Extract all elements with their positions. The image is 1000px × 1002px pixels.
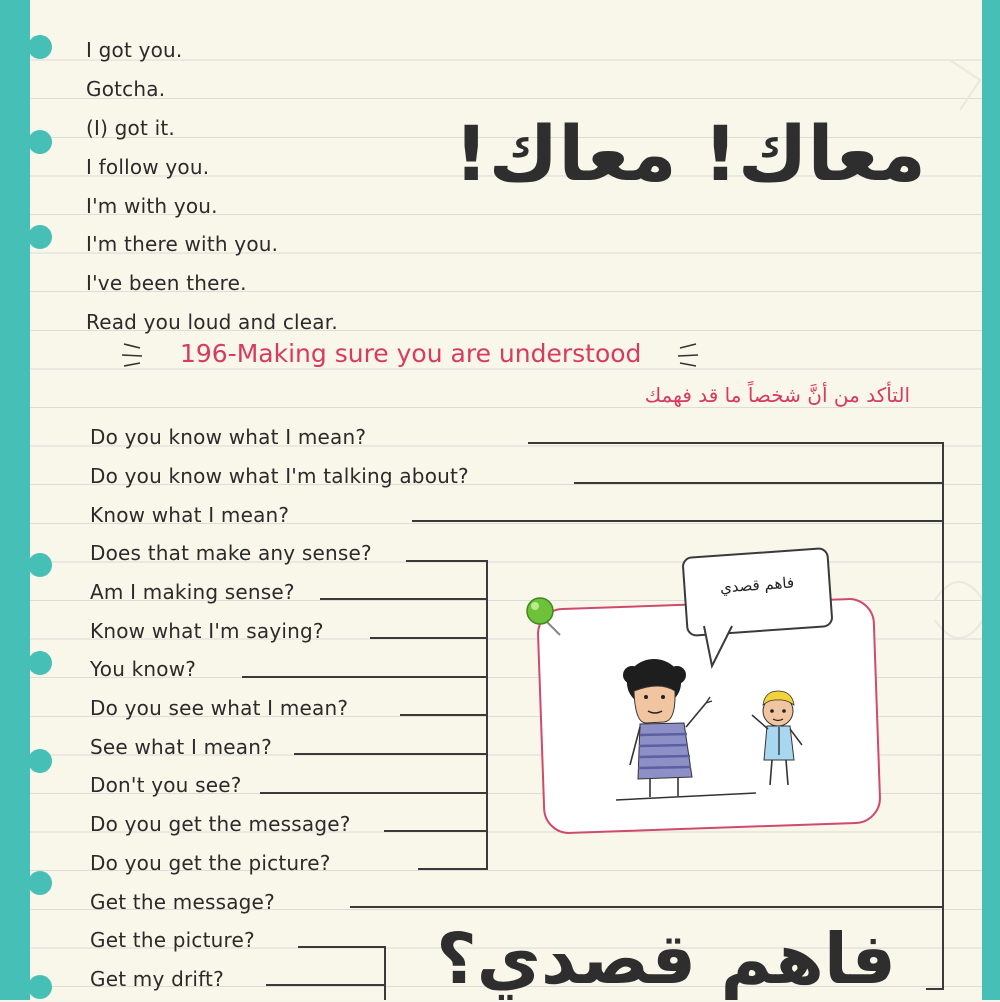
phrase-10: Don't you see?: [90, 773, 242, 797]
notebook-ring: [0, 868, 50, 898]
phrase-top-5: I'm with you.: [86, 194, 218, 218]
phrase-15: Get my drift?: [90, 967, 224, 991]
connector-line: [320, 598, 488, 600]
connector-line: [406, 560, 488, 562]
phrase-top-4: I follow you.: [86, 155, 210, 179]
connector-line: [400, 714, 488, 716]
phrase-7: You know?: [90, 657, 197, 681]
lined-paper: [30, 0, 982, 1000]
connector-bracket: [384, 946, 386, 1000]
phrase-11: Do you get the message?: [90, 812, 351, 836]
notebook-ring: [0, 127, 50, 157]
notebook-ring: [0, 550, 50, 580]
connector-line: [298, 946, 386, 948]
speech-bubble-text: فاهم قصدي: [719, 573, 795, 597]
connector-line: [266, 984, 386, 986]
connector-line: [242, 676, 488, 678]
notebook-ring: [0, 222, 50, 252]
connector-bracket: [942, 908, 944, 990]
phrase-1: Do you know what I mean?: [90, 425, 367, 449]
pushpin-icon: [522, 595, 572, 645]
connector-line: [260, 792, 488, 794]
connector-line: [370, 637, 488, 639]
connector-line: [350, 906, 944, 908]
phrase-12: Do you get the picture?: [90, 851, 331, 875]
notebook-ring: [0, 648, 50, 678]
right-sparkle-icon: [674, 338, 704, 374]
phrase-top-1: I got you.: [86, 38, 183, 62]
connector-line: [528, 442, 944, 444]
left-sparkle-icon: [118, 338, 148, 374]
phrase-5: Am I making sense?: [90, 580, 295, 604]
connector-line: [418, 868, 488, 870]
phrase-9: See what I mean?: [90, 735, 272, 759]
bottom-arabic-title: فاهم قصدي؟: [436, 918, 896, 1000]
section-subtitle: التأكد من أنَّ شخصاً ما قد فهمك: [644, 383, 910, 407]
connector-line: [412, 520, 944, 522]
phrase-6: Know what I'm saying?: [90, 619, 324, 643]
phrase-top-8: Read you loud and clear.: [86, 310, 338, 334]
connector-bracket: [486, 560, 488, 870]
phrase-4: Does that make any sense?: [90, 541, 372, 565]
speech-bubble-tail: [700, 624, 740, 670]
notebook-ring: [0, 746, 50, 776]
phrase-13: Get the message?: [90, 890, 275, 914]
phrase-2: Do you know what I'm talking about?: [90, 464, 469, 488]
connector-line: [294, 753, 488, 755]
section-title: 196-Making sure you are understood: [180, 339, 642, 368]
connector-line: [384, 830, 488, 832]
phrase-top-6: I'm there with you.: [86, 232, 279, 256]
phrase-14: Get the picture?: [90, 928, 255, 952]
notebook-ring: [0, 972, 50, 1002]
top-arabic-title: معاك! معاك!: [453, 109, 926, 198]
phrase-top-7: I've been there.: [86, 271, 247, 295]
connector-bracket: [942, 442, 944, 908]
phrase-3: Know what I mean?: [90, 503, 290, 527]
phrase-top-3: (I) got it.: [86, 116, 175, 140]
notebook-ring: [0, 32, 50, 62]
connector-line: [574, 482, 944, 484]
phrase-top-2: Gotcha.: [86, 77, 166, 101]
phrase-8: Do you see what I mean?: [90, 696, 349, 720]
